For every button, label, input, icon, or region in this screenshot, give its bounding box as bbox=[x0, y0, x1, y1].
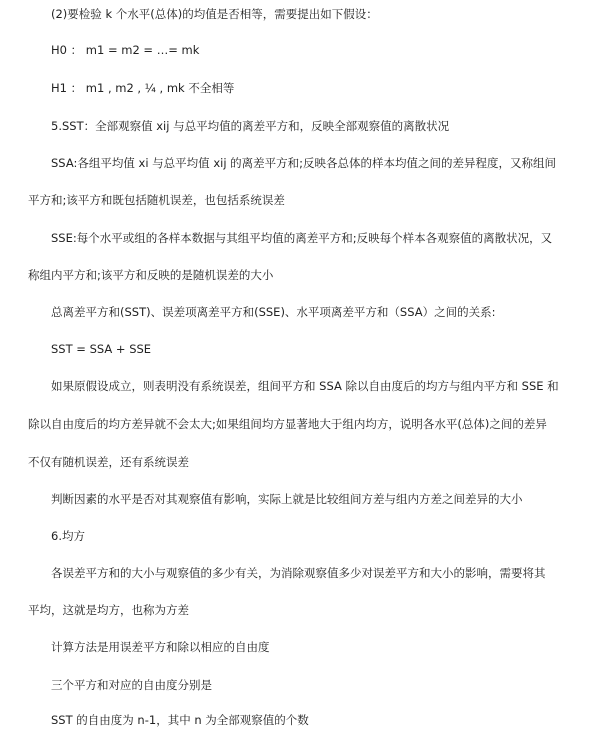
relation-formula: SST = SSA + SSE bbox=[51, 342, 152, 356]
null-true-paragraph: 如果原假设成立，则表明没有系统误差，组间平方和 SSA 除以自由度后的均方与组内平方和 SSE 和 bbox=[51, 379, 559, 393]
sse-definition: SSE:每个水平或组的各样本数据与其组平均值的离差平方和;反映每个样本各观察值的离散状况，又 bbox=[51, 231, 553, 245]
factor-judgement: 判断因素的水平是否对其观察值有影响，实际上就是比较组间方差与组内方差之间差异的大小 bbox=[51, 492, 523, 506]
sst-definition: 5.SST：全部观察值 xij 与总平均值的离差平方和，反映全部观察值的离散状况 bbox=[51, 119, 450, 133]
null-true-paragraph-cont-2: 不仅有随机误差，还有系统误差 bbox=[28, 455, 189, 469]
mean-square-paragraph-cont: 平均，这就是均方，也称为方差 bbox=[28, 603, 189, 617]
sse-definition-cont: 称组内平方和;该平方和反映的是随机误差的大小 bbox=[28, 268, 274, 282]
mean-square-paragraph: 各误差平方和的大小与观察值的多少有关，为消除观察值多少对误差平方和大小的影响，需要将其 bbox=[51, 566, 546, 580]
null-true-paragraph-cont-1: 除以自由度后的均方差异就不会太大;如果组间均方显著地大于组内均方，说明各水平(总体)之间的差异 bbox=[28, 417, 547, 431]
alternative-hypothesis: H1 ： m1 , m2 , ¼ , mk 不全相等 bbox=[51, 81, 235, 95]
hypothesis-intro: (2)要检验 k 个水平(总体)的均值是否相等，需要提出如下假设： bbox=[51, 7, 378, 21]
calculation-method: 计算方法是用误差平方和除以相应的自由度 bbox=[51, 640, 270, 654]
sst-degrees-of-freedom: SST 的自由度为 n-1，其中 n 为全部观察值的个数 bbox=[51, 713, 309, 727]
ssa-definition: SSA:各组平均值 xi 与总平均值 xij 的离差平方和;反映各总体的样本均值之间的差异程度，又称组间 bbox=[51, 156, 557, 170]
degrees-of-freedom-intro: 三个平方和对应的自由度分别是 bbox=[51, 678, 212, 692]
ssa-definition-cont: 平方和;该平方和既包括随机误差，也包括系统误差 bbox=[28, 193, 285, 207]
section-mean-square-heading: 6.均方 bbox=[51, 529, 85, 543]
null-hypothesis: H0 ： m1 = m2 = …= mk bbox=[51, 43, 200, 57]
relation-intro: 总离差平方和(SST)、误差项离差平方和(SSE)、水平项离差平方和（SSA）之间的关系: bbox=[51, 305, 496, 319]
